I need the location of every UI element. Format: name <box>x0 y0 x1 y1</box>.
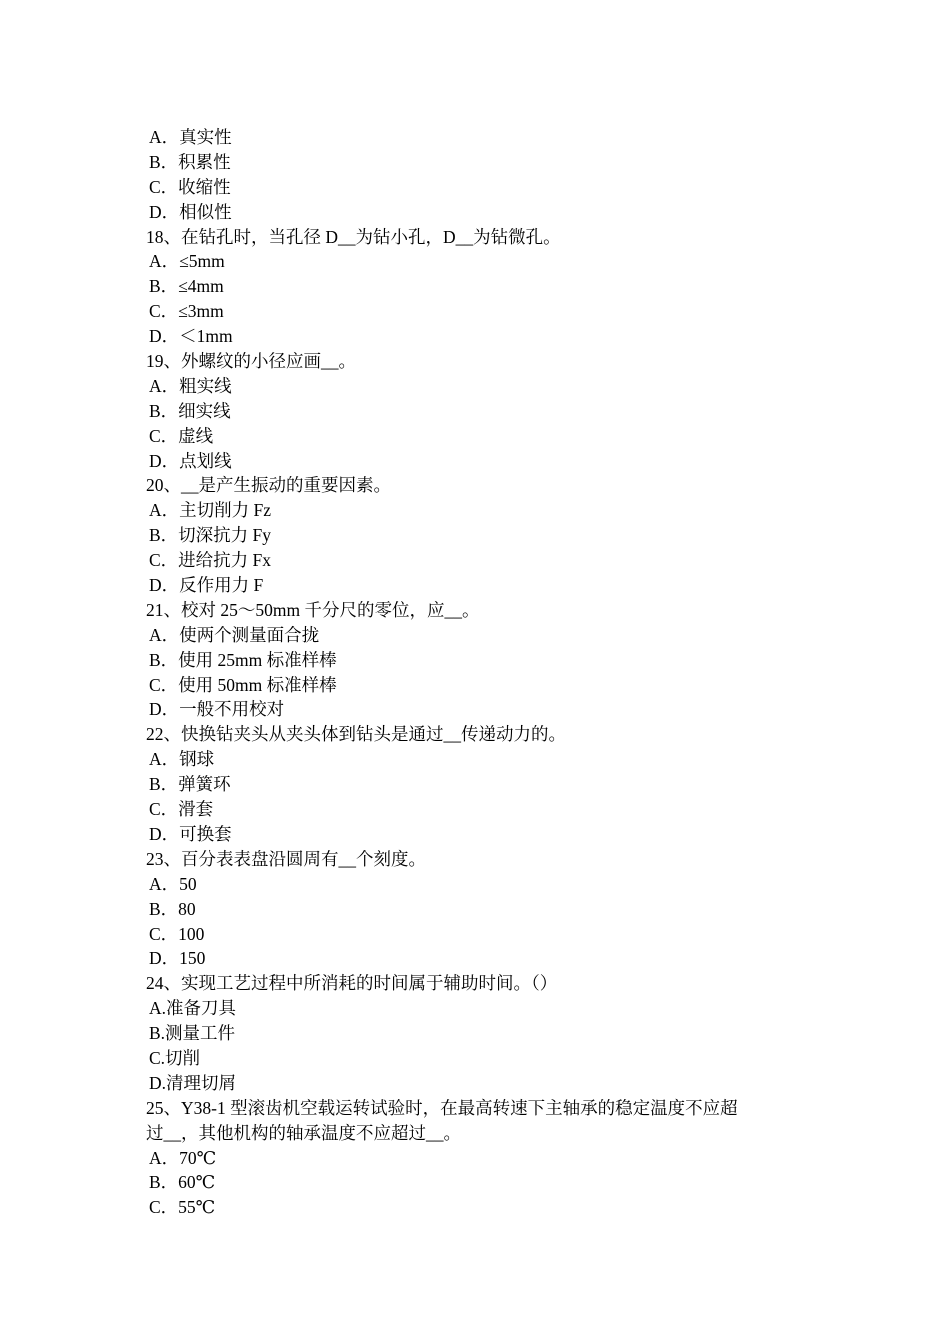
answer-option: B．弹簧环 <box>149 774 231 795</box>
answer-option: A．50 <box>149 873 197 894</box>
answer-option: A．钢球 <box>149 749 215 770</box>
question-text: 18、在钻孔时，当孔径 D__为钻小孔，D__为钻微孔。 <box>146 226 561 247</box>
answer-option: C．收缩性 <box>149 176 231 197</box>
answer-option: A．粗实线 <box>149 375 232 396</box>
answer-option: C．滑套 <box>149 799 214 820</box>
answer-option: C.切削 <box>149 1047 201 1068</box>
answer-option: D.清理切屑 <box>149 1072 237 1093</box>
answer-option: C．虚线 <box>149 425 214 446</box>
answer-option: B．细实线 <box>149 400 231 421</box>
answer-option: B.测量工件 <box>149 1023 236 1044</box>
answer-option: A．真实性 <box>149 127 232 147</box>
question-text-continued: 过__，其他机构的轴承温度不应超过__。 <box>146 1122 461 1143</box>
answer-option: C．进给抗力 Fx <box>149 550 272 571</box>
exam-question-list <box>146 125 826 1220</box>
question-text: 21、校对 25～50mm 千分尺的零位，应__。 <box>146 599 480 620</box>
answer-option: D．＜1mm <box>149 326 233 347</box>
answer-option: A．≤5mm <box>149 251 225 272</box>
answer-option: A．主切削力 Fz <box>149 500 272 521</box>
answer-option: A.准备刀具 <box>149 998 237 1019</box>
question-text: 20、__是产生振动的重要因素。 <box>146 475 391 496</box>
question-text: 24、实现工艺过程中所消耗的时间属于辅助时间。（） <box>146 973 558 994</box>
answer-option: B．60℃ <box>149 1172 216 1193</box>
answer-option: A．使两个测量面合拢 <box>149 624 320 645</box>
answer-option: C．使用 50mm 标准样棒 <box>149 674 337 695</box>
answer-option: B．80 <box>149 898 196 919</box>
answer-option: A．70℃ <box>149 1147 217 1168</box>
answer-option: D．点划线 <box>149 450 232 471</box>
question-text: 22、快换钻夹头从夹头体到钻头是通过__传递动力的。 <box>146 724 566 745</box>
answer-option: D．150 <box>149 948 206 969</box>
answer-option: C．≤3mm <box>149 301 224 322</box>
answer-option: B．使用 25mm 标准样棒 <box>149 649 337 670</box>
answer-option: C．100 <box>149 923 205 944</box>
answer-option: B．切深抗力 Fy <box>149 525 272 546</box>
answer-option: D．相似性 <box>149 201 232 222</box>
question-text: 25、Y38-1 型滚齿机空载运转试验时，在最高转速下主轴承的稳定温度不应超 <box>146 1097 738 1118</box>
question-text: 23、百分表表盘沿圆周有__个刻度。 <box>146 848 426 869</box>
question-text: 19、外螺纹的小径应画__。 <box>146 351 356 372</box>
answer-option: D．一般不用校对 <box>149 699 285 720</box>
answer-option: D．反作用力 F <box>149 575 264 596</box>
answer-option: C．55℃ <box>149 1197 216 1218</box>
answer-option: B．积累性 <box>149 151 231 172</box>
answer-option: B．≤4mm <box>149 276 224 297</box>
answer-option: D．可换套 <box>149 823 232 844</box>
